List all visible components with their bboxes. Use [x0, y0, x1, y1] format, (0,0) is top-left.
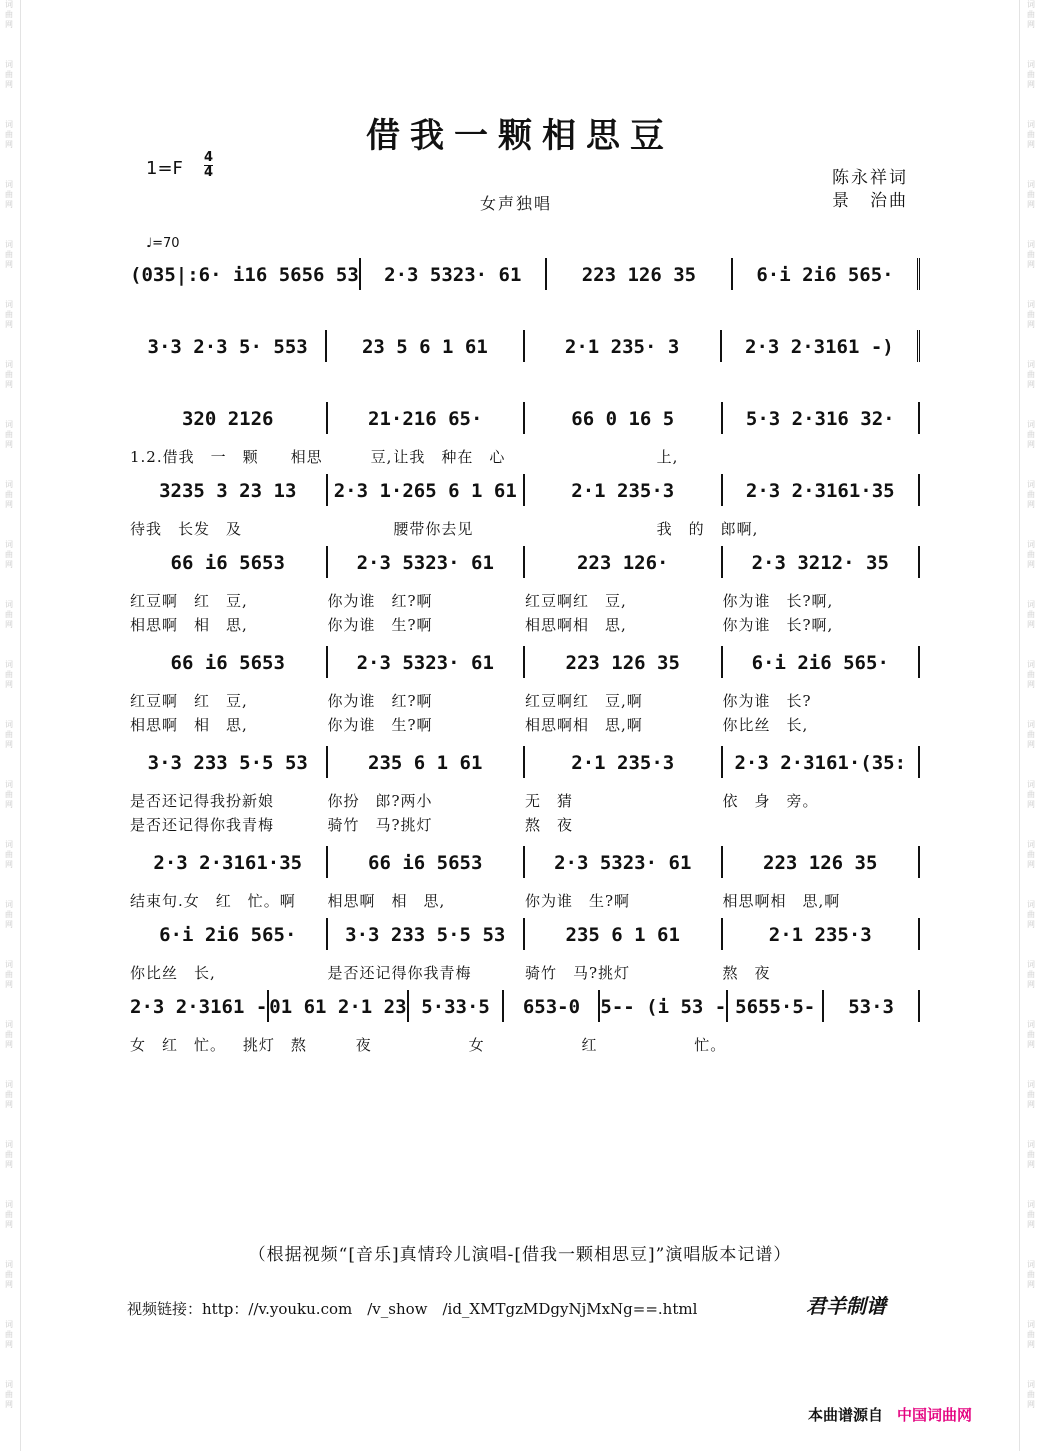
measure: 2·3 2·3161 - [130, 990, 269, 1022]
lyric-segment: 忙。 [694, 1036, 727, 1054]
measure: 66 i6 5653 [328, 846, 526, 878]
watermark-mark: 词 曲 网 [1027, 1080, 1035, 1109]
measure: 2·3 2·3161 -) [722, 330, 920, 362]
measure: 223 126 35 [525, 646, 723, 678]
watermark-mark: 词 曲 网 [1027, 60, 1035, 89]
measure: 2·3 2·3161·35 [130, 846, 328, 878]
lyric-segment: 红豆啊 红 豆, [130, 592, 248, 610]
score-body [130, 258, 920, 1062]
measure: 3·3 233 5·5 53 [130, 746, 328, 778]
lyric-segment: 挑灯 熬 [242, 1036, 307, 1054]
lyric-segment: 你为谁 长?啊, [722, 592, 834, 610]
lyric-segment: 相思啊 相 思, [130, 716, 248, 734]
lyric-segment: 你比丝 长, [130, 964, 216, 982]
watermark-mark: 词 曲 网 [5, 300, 13, 329]
lyric-segment: 骑竹 马?挑灯 [525, 964, 631, 982]
measure: 2·3 5323· 61 [525, 846, 723, 878]
measure: 2·3 5323· 61 [328, 646, 526, 678]
lyric-segment: 是否还记得你我青梅 [130, 816, 275, 834]
lyric-segment: 无 猜 [525, 792, 574, 810]
measure: 2·1 235· 3 [525, 330, 722, 362]
lyric-segment: 你为谁 红?啊 [327, 592, 433, 610]
source-footer [808, 1404, 972, 1425]
watermark-mark: 词 曲 网 [5, 480, 13, 509]
key-signature: 1=F [146, 158, 183, 179]
measure: 21·216 65· [328, 402, 526, 434]
measure: 01 61 2·1 23 [269, 990, 408, 1022]
lyric-segment: 女 红 忙。 [130, 1036, 227, 1054]
lyric-line [130, 790, 920, 811]
video-link[interactable]: 视频链接：http：//v.youku.com /v_show /id_XMTgzMDgyNjMxNg==.html [127, 1300, 698, 1318]
watermark-mark: 词 曲 网 [1027, 780, 1035, 809]
measure: 2·3 2·3161·(35: [723, 746, 921, 778]
lyric-segment: 红豆啊红 豆, [525, 592, 627, 610]
lyric-segment: 我 的 郎啊, [656, 520, 759, 538]
watermark-mark: 词 曲 网 [5, 0, 13, 29]
watermark-mark: 词 曲 网 [5, 1380, 13, 1409]
lyric-segment: 相思啊 相 思, [130, 616, 248, 634]
watermark-mark: 词 曲 网 [1027, 0, 1035, 29]
watermark-mark: 词 曲 网 [1027, 240, 1035, 269]
lyric-segment: 你为谁 生?啊 [327, 716, 433, 734]
watermark-mark: 词 曲 网 [5, 900, 13, 929]
measure: 3235 3 23 13 [130, 474, 328, 506]
measure: 235 6 1 61 [525, 918, 723, 950]
watermark-mark: 词 曲 网 [1027, 660, 1035, 689]
lyric-segment: 腰带你去见 [393, 520, 474, 538]
song-title: 借我一颗相思豆 [366, 116, 674, 156]
watermark-mark: 词 曲 网 [5, 240, 13, 269]
score-row [130, 474, 920, 538]
tempo-mark: ♩=70 [146, 236, 180, 251]
watermark-mark: 词 曲 网 [1027, 420, 1035, 449]
lyric-segment: 相思啊相 思, [525, 616, 627, 634]
lyric-line [130, 518, 920, 539]
lyric-line-second-verse [130, 714, 920, 735]
measure: 3·3 233 5·5 53 [328, 918, 526, 950]
measure: 223 126 35 [547, 258, 733, 290]
watermark-mark: 词 曲 网 [5, 360, 13, 389]
watermark-mark: 词 曲 网 [1027, 720, 1035, 749]
lyric-segment: 依 身 旁。 [722, 792, 819, 810]
lyric-segment: 上, [656, 448, 679, 466]
composer-credit: 景 治曲 [832, 191, 908, 211]
lyric-line [130, 590, 920, 611]
watermark-mark: 词 曲 网 [5, 720, 13, 749]
watermark-mark: 词 曲 网 [5, 780, 13, 809]
lyric-segment: 你扮 郎?两小 [327, 792, 433, 810]
watermark-mark: 词 曲 网 [5, 420, 13, 449]
measure: 2·1 235·3 [723, 918, 921, 950]
watermark-mark: 词 曲 网 [1027, 180, 1035, 209]
measure: 235 6 1 61 [328, 746, 526, 778]
measure: 66 i6 5653 [130, 546, 328, 578]
watermark-mark: 词 曲 网 [5, 60, 13, 89]
lyric-segment: 你为谁 红?啊 [327, 692, 433, 710]
voice-type: 女声独唱 [480, 194, 553, 213]
lyric-segment: 你比丝 长, [722, 716, 809, 734]
watermark-mark: 词 曲 网 [1027, 480, 1035, 509]
left-edge-line [20, 0, 21, 1451]
score-row [130, 258, 920, 290]
lyric-segment: 红豆啊 红 豆, [130, 692, 248, 710]
score-row [130, 990, 920, 1054]
measure: (035|:6· i16 5656 53 [130, 258, 361, 290]
lyric-segment: 让我 种在 心 [393, 448, 506, 466]
measure: 2·3 5323· 61 [328, 546, 526, 578]
measure: 223 126 35 [723, 846, 921, 878]
measure: 6·i 2i6 565· [130, 918, 328, 950]
measure: 223 126· [525, 546, 723, 578]
transcription-note: （根据视频“[音乐]真情玲儿演唱-[借我一颗相思豆]”演唱版本记谱） [248, 1245, 792, 1265]
right-edge-line [1019, 0, 1020, 1451]
transcriber-signature: 君羊制谱 [806, 1294, 886, 1318]
watermark-mark: 词 曲 网 [5, 1200, 13, 1229]
watermark-mark: 词 曲 网 [1027, 600, 1035, 629]
watermark-mark: 词 曲 网 [5, 1140, 13, 1169]
source-label: 本曲谱源自 [808, 1406, 884, 1424]
watermark-mark: 词 曲 网 [5, 540, 13, 569]
lyric-segment: 女 [468, 1036, 485, 1054]
watermark-mark: 词 曲 网 [1027, 1020, 1035, 1049]
score-row [130, 402, 920, 466]
source-site-link[interactable]: 中国词曲网 [897, 1406, 973, 1424]
measure: 320 2126 [130, 402, 328, 434]
lyric-segment: 你为谁 长?啊, [722, 616, 834, 634]
watermark-mark: 词 曲 网 [5, 1320, 13, 1349]
watermark-mark: 词 曲 网 [5, 180, 13, 209]
watermark-mark: 词 曲 网 [5, 1260, 13, 1289]
measure: 6·i 2i6 565· [733, 258, 920, 290]
lyric-line [130, 446, 920, 467]
watermark-mark: 词 曲 网 [1027, 1200, 1035, 1229]
lyric-segment: 红 [581, 1036, 598, 1054]
lyric-segment [807, 1034, 920, 1055]
lyricist-credit: 陈永祥词 [832, 168, 908, 188]
watermark-mark: 词 曲 网 [1027, 840, 1035, 869]
measure: 5·3 2·316 32· [723, 402, 921, 434]
measure: 53·3 [824, 990, 920, 1022]
lyric-segment: 熬 夜 [525, 816, 574, 834]
measure: 66 0 16 5 [525, 402, 723, 434]
watermark-mark: 词 曲 网 [5, 1020, 13, 1049]
lyric-segment: 你为谁 生?啊 [327, 616, 433, 634]
watermark-mark: 词 曲 网 [1027, 360, 1035, 389]
lyric-segment: 你为谁 长? [722, 692, 812, 710]
lyric-line [130, 690, 920, 711]
lyric-line-second-verse [130, 814, 920, 835]
time-bottom: 4 [204, 165, 214, 180]
lyric-segment: 红豆啊红 豆,啊 [525, 692, 643, 710]
lyric-line [130, 890, 920, 911]
lyric-segment: 你为谁 生?啊 [525, 892, 631, 910]
left-watermark-strip [2, 0, 16, 1451]
watermark-mark: 词 曲 网 [1027, 1380, 1035, 1409]
measure: 653-0 [504, 990, 600, 1022]
watermark-mark: 词 曲 网 [1027, 120, 1035, 149]
lyric-segment: 相思啊 相 思, [327, 892, 446, 910]
lyric-segment: 是否还记得你我青梅 [327, 964, 472, 982]
watermark-mark: 词 曲 网 [1027, 960, 1035, 989]
watermark-mark: 词 曲 网 [5, 960, 13, 989]
lyric-segment [723, 814, 921, 835]
measure: 3·3 2·3 5· 553 [130, 330, 327, 362]
watermark-mark: 词 曲 网 [1027, 1260, 1035, 1289]
watermark-mark: 词 曲 网 [5, 1080, 13, 1109]
score-row [130, 918, 920, 982]
watermark-mark: 词 曲 网 [1027, 1320, 1035, 1349]
measure: 2·3 1·265 6 1 61 [328, 474, 526, 506]
measure: 2·1 235·3 [525, 474, 723, 506]
score-row [130, 846, 920, 910]
measure: 2·3 2·3161·35 [723, 474, 921, 506]
lyric-segment: 相思啊相 思,啊 [525, 716, 643, 734]
watermark-mark: 词 曲 网 [1027, 540, 1035, 569]
measure: 66 i6 5653 [130, 646, 328, 678]
time-top: 4 [204, 150, 214, 165]
lyric-segment: 结束句.女 红 忙。啊 [130, 892, 296, 910]
measure: 6·i 2i6 565· [723, 646, 921, 678]
score-row [130, 646, 920, 734]
lyric-segment: 熬 夜 [722, 964, 771, 982]
watermark-mark: 词 曲 网 [5, 660, 13, 689]
measure: 2·3 5323· 61 [361, 258, 547, 290]
lyric-segment: 是否还记得我扮新娘 [130, 792, 275, 810]
watermark-mark: 词 曲 网 [5, 120, 13, 149]
lyric-line [130, 962, 920, 983]
lyric-segment: 1.2.借我 一 颗 相思 豆, [130, 448, 393, 466]
measure: 2·3 3212· 35 [723, 546, 921, 578]
measure: 5655·5- [728, 990, 824, 1022]
watermark-mark: 词 曲 网 [1027, 300, 1035, 329]
watermark-mark: 词 曲 网 [1027, 900, 1035, 929]
measure: 5·33·5 [409, 990, 505, 1022]
measure: 23 5 6 1 61 [327, 330, 524, 362]
watermark-mark: 词 曲 网 [5, 600, 13, 629]
lyric-segment: 待我 长发 及 [130, 520, 243, 538]
right-watermark-strip [1024, 0, 1038, 1451]
measure: 5-- (i 53 - [600, 990, 728, 1022]
watermark-mark: 词 曲 网 [1027, 1140, 1035, 1169]
watermark-mark: 词 曲 网 [5, 840, 13, 869]
lyric-line-second-verse [130, 614, 920, 635]
score-row [130, 746, 920, 834]
score-row [130, 546, 920, 634]
lyric-segment: 夜 [355, 1036, 372, 1054]
lyric-segment: 骑竹 马?挑灯 [327, 816, 433, 834]
time-signature [204, 151, 213, 180]
lyric-segment: 相思啊相 思,啊 [722, 892, 841, 910]
score-row [130, 330, 920, 362]
lyric-line [130, 1034, 920, 1055]
measure: 2·1 235·3 [525, 746, 723, 778]
